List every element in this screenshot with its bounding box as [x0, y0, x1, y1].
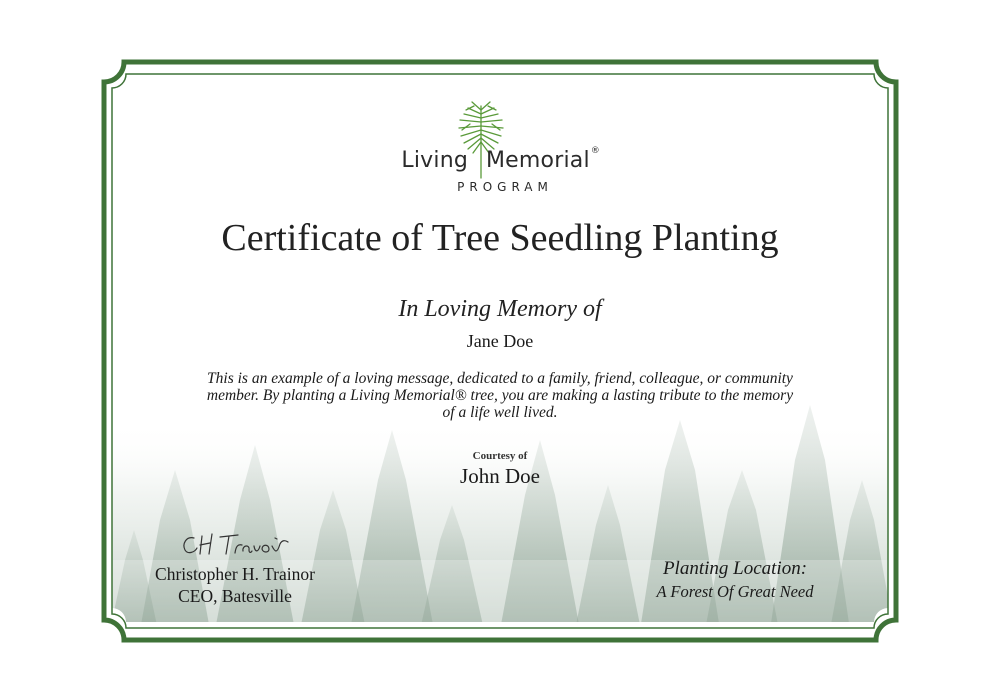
registered-mark: ®	[590, 146, 600, 156]
handwritten-signature	[180, 528, 300, 560]
signer-title: CEO, Batesville	[178, 586, 292, 606]
logo-word-memorial	[486, 148, 600, 173]
logo-word-living: Living	[401, 148, 468, 173]
logo-word-memorial-text: Memorial	[486, 148, 590, 173]
logo-subtitle: PROGRAM	[457, 180, 553, 194]
memory-heading: In Loving Memory of	[398, 296, 602, 322]
honoree-name: Jane Doe	[466, 331, 534, 351]
dedication-message: This is an example of a loving message, dedicated to a family, friend, colleague, or community member. By planting a Living Memorial® tree, you are making a lasting tribute to the memory of a life well lived.	[206, 370, 794, 421]
signer-name: Christopher H. Trainor	[155, 564, 315, 584]
planting-location-label: Planting Location:	[662, 558, 808, 579]
giver-name: John Doe	[460, 464, 540, 488]
planting-location-value: A Forest Of Great Need	[656, 582, 814, 601]
certificate-title: Certificate of Tree Seedling Planting	[221, 217, 779, 259]
courtesy-label: Courtesy of	[472, 450, 528, 462]
